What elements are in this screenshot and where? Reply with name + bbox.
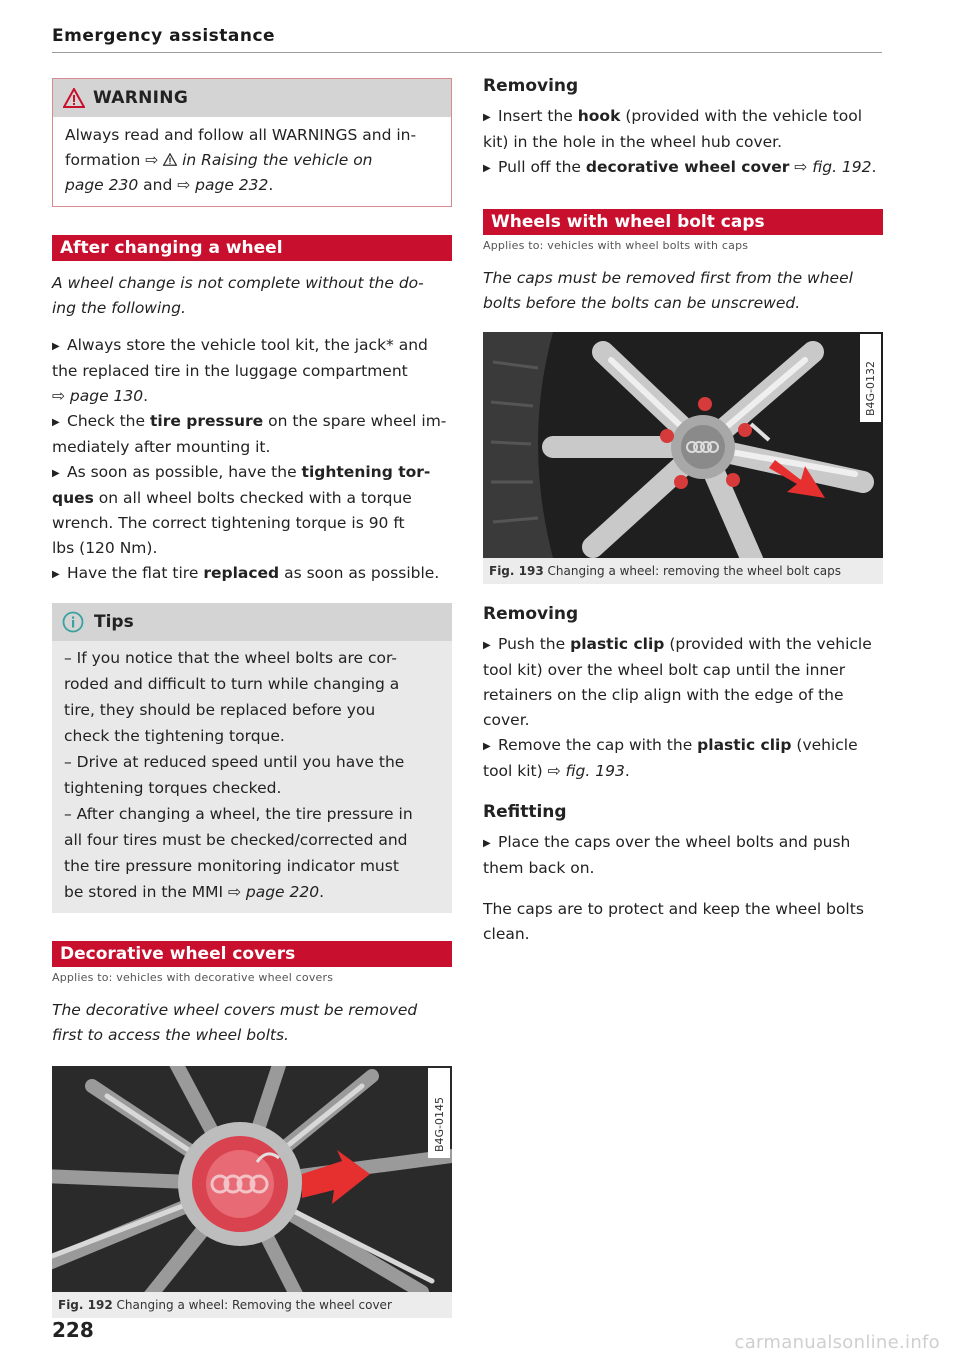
text-run: retainers on the clip align with the edge of the (483, 686, 844, 704)
list-item-continued (483, 759, 883, 784)
figure-label: Fig. 192 (58, 1298, 113, 1312)
applies-to: Applies to: vehicles with decorative wheel covers (52, 971, 334, 984)
cross-reference-link[interactable]: page 220 (245, 883, 320, 901)
list-item (483, 830, 883, 856)
text-run: ⇨ (789, 158, 813, 176)
text-run: tool kit) over the wheel bolt cap until the inner (483, 661, 846, 679)
cross-reference-link[interactable]: page 230 (65, 176, 139, 194)
text-run: Remove the cap with the (498, 736, 698, 754)
list-item (483, 632, 883, 658)
triangle-bullet-icon: ▶ (483, 640, 491, 651)
tip-line: tire, they should be replaced before you (64, 701, 376, 719)
paragraph-line: clean. (483, 925, 530, 943)
subheading-refitting: Refitting (483, 802, 567, 822)
bold-term: hook (577, 107, 621, 125)
figure-code: B4G-0132 (864, 360, 877, 416)
list-item-continued (52, 511, 452, 536)
text-run: Push the (498, 635, 571, 653)
bold-term: replaced (203, 564, 280, 582)
section-intro (483, 266, 883, 316)
warning-line (65, 148, 439, 173)
caption-text: Changing a wheel: removing the wheel bolt caps (547, 564, 842, 578)
list-item-continued (52, 384, 452, 409)
tip-line: – Drive at reduced speed until you have the (64, 753, 405, 771)
text-run: . (871, 158, 877, 176)
text-run: (vehicle (791, 736, 858, 754)
tip-line: check the tightening torque. (64, 727, 285, 745)
bold-term: tire pressure (149, 412, 264, 430)
triangle-bullet-icon: ▶ (52, 569, 60, 580)
text-run: tool kit) ⇨ (483, 762, 566, 780)
warning-line (65, 173, 439, 198)
triangle-bullet-icon: ▶ (483, 163, 491, 174)
text-run: kit) in the hole in the wheel hub cover. (483, 133, 783, 151)
text-run: Always store the vehicle tool kit, the jack* and (67, 336, 428, 354)
section-intro (52, 998, 452, 1048)
triangle-bullet-icon: ▶ (483, 741, 491, 752)
text-run: and ⇨ (138, 176, 196, 194)
intro-line: A wheel change is not complete without the do- (52, 274, 424, 292)
warning-triangle-icon (63, 88, 85, 108)
text-run: (provided with the vehicle (664, 635, 872, 653)
list-item (52, 460, 452, 486)
text-run: them back on. (483, 859, 595, 877)
figure-caption (52, 1292, 452, 1318)
triangle-bullet-icon: ▶ (52, 468, 60, 479)
intro-line: first to access the wheel bolts. (52, 1026, 289, 1044)
triangle-bullet-icon: ▶ (52, 417, 60, 428)
tips-title: Tips (94, 612, 134, 632)
figure-192 (52, 1066, 452, 1318)
right-column (483, 72, 883, 947)
text-run: wrench. The correct tightening torque is 90 ft (52, 514, 405, 532)
bullet-list (52, 333, 452, 587)
text-run: Place the caps over the wheel bolts and push (498, 833, 851, 851)
info-circle-icon (62, 611, 84, 633)
cross-reference-link[interactable]: fig. 192 (812, 158, 872, 176)
text-run: (provided with the vehicle tool (620, 107, 862, 125)
bold-term: ques (52, 489, 94, 507)
figure-caption (483, 558, 883, 584)
warning-line: Always read and follow all WARNINGS and in- (65, 126, 417, 144)
list-item (52, 561, 452, 587)
text-run: on all wheel bolts checked with a torque (93, 489, 412, 507)
bold-term: plastic clip (570, 635, 665, 653)
list-item-continued (52, 536, 452, 561)
closing-paragraph (483, 897, 883, 947)
list-item-continued (483, 708, 883, 733)
tips-box (52, 603, 452, 913)
list-item (483, 733, 883, 759)
subheading-removing: Removing (483, 604, 579, 624)
cross-reference-link[interactable]: fig. 193 (565, 762, 625, 780)
text-run: Pull off the (498, 158, 586, 176)
figure-code: B4G-0145 (433, 1096, 446, 1152)
section-title-bolt-caps: Wheels with wheel bolt caps (483, 209, 883, 235)
tip-line (64, 880, 440, 905)
cross-reference-link[interactable]: page 130 (69, 387, 144, 405)
tips-header (52, 603, 452, 641)
triangle-bullet-icon: ▶ (52, 341, 60, 352)
intro-line: bolts before the bolts can be unscrewed. (483, 294, 801, 312)
cross-reference-link[interactable]: in Raising the vehicle on (177, 151, 373, 169)
text-run: the replaced tire in the luggage compartment (52, 362, 408, 380)
figure-label: Fig. 193 (489, 564, 544, 578)
text-run: Check the (67, 412, 150, 430)
text-run: . (624, 762, 630, 780)
section-title-after-changing: After changing a wheel (52, 235, 452, 261)
text-run: formation ⇨ (65, 151, 164, 169)
text-run: on the spare wheel im- (263, 412, 447, 430)
text-run: Insert the (498, 107, 578, 125)
page-number: 228 (52, 1318, 94, 1342)
list-item-continued (483, 130, 883, 155)
text-run: . (268, 176, 274, 194)
page-header (52, 26, 882, 53)
text-run: as soon as possible. (279, 564, 440, 582)
list-item-continued (52, 435, 452, 460)
applies-to: Applies to: vehicles with wheel bolts with caps (483, 239, 749, 252)
tip-line: the tire pressure monitoring indicator must (64, 857, 399, 875)
warning-header (53, 79, 451, 117)
text-run: As soon as possible, have the (67, 463, 302, 481)
warning-box (52, 78, 452, 207)
caption-text: Changing a wheel: Removing the wheel cover (116, 1298, 392, 1312)
text-run: . (319, 883, 325, 901)
cross-reference-link[interactable]: page 232 (195, 176, 269, 194)
list-item (483, 155, 883, 181)
triangle-bullet-icon: ▶ (483, 838, 491, 849)
triangle-bullet-icon: ▶ (483, 112, 491, 123)
warning-body (53, 117, 451, 206)
text-run: ⇨ (52, 387, 70, 405)
paragraph-line: The caps are to protect and keep the wheel bolts (483, 900, 864, 918)
tip-line: roded and difficult to turn while changing a (64, 675, 400, 693)
intro-line: The decorative wheel covers must be removed (52, 1001, 418, 1019)
bold-term: plastic clip (697, 736, 792, 754)
figure-193 (483, 332, 883, 584)
text-run: be stored in the MMI ⇨ (64, 883, 246, 901)
warning-title: WARNING (93, 88, 189, 108)
text-run: mediately after mounting it. (52, 438, 271, 456)
text-run: Have the flat tire (67, 564, 204, 582)
tips-body (52, 641, 452, 905)
section-intro (52, 271, 452, 321)
warning-triangle-icon (163, 153, 177, 166)
left-column (52, 72, 452, 1318)
tip-line: – After changing a wheel, the tire pressure in (64, 805, 413, 823)
list-item-continued (483, 683, 883, 708)
list-item (52, 333, 452, 359)
subheading-removing: Removing (483, 76, 579, 96)
wheel-bolt-caps-illustration (483, 332, 883, 558)
text-run: . (143, 387, 149, 405)
header-title: Emergency assistance (52, 26, 276, 46)
bold-term: tightening tor- (301, 463, 431, 481)
text-run: lbs (120 Nm). (52, 539, 158, 557)
bold-term: decorative wheel cover (585, 158, 790, 176)
intro-line: The caps must be removed first from the wheel (483, 269, 853, 287)
section-title-decorative-covers: Decorative wheel covers (52, 941, 452, 967)
tip-line: – If you notice that the wheel bolts are cor- (64, 649, 397, 667)
list-item (483, 104, 883, 130)
tip-line: all four tires must be checked/corrected and (64, 831, 408, 849)
intro-line: ing the following. (52, 299, 186, 317)
list-item (52, 409, 452, 435)
wheel-cover-illustration (52, 1066, 452, 1292)
text-run: cover. (483, 711, 530, 729)
list-item-continued (52, 486, 452, 511)
list-item-continued (483, 856, 883, 881)
tip-line: tightening torques checked. (64, 779, 282, 797)
list-item-continued (483, 658, 883, 683)
watermark: carmanualsonline.info (734, 1332, 940, 1353)
list-item-continued (52, 359, 452, 384)
